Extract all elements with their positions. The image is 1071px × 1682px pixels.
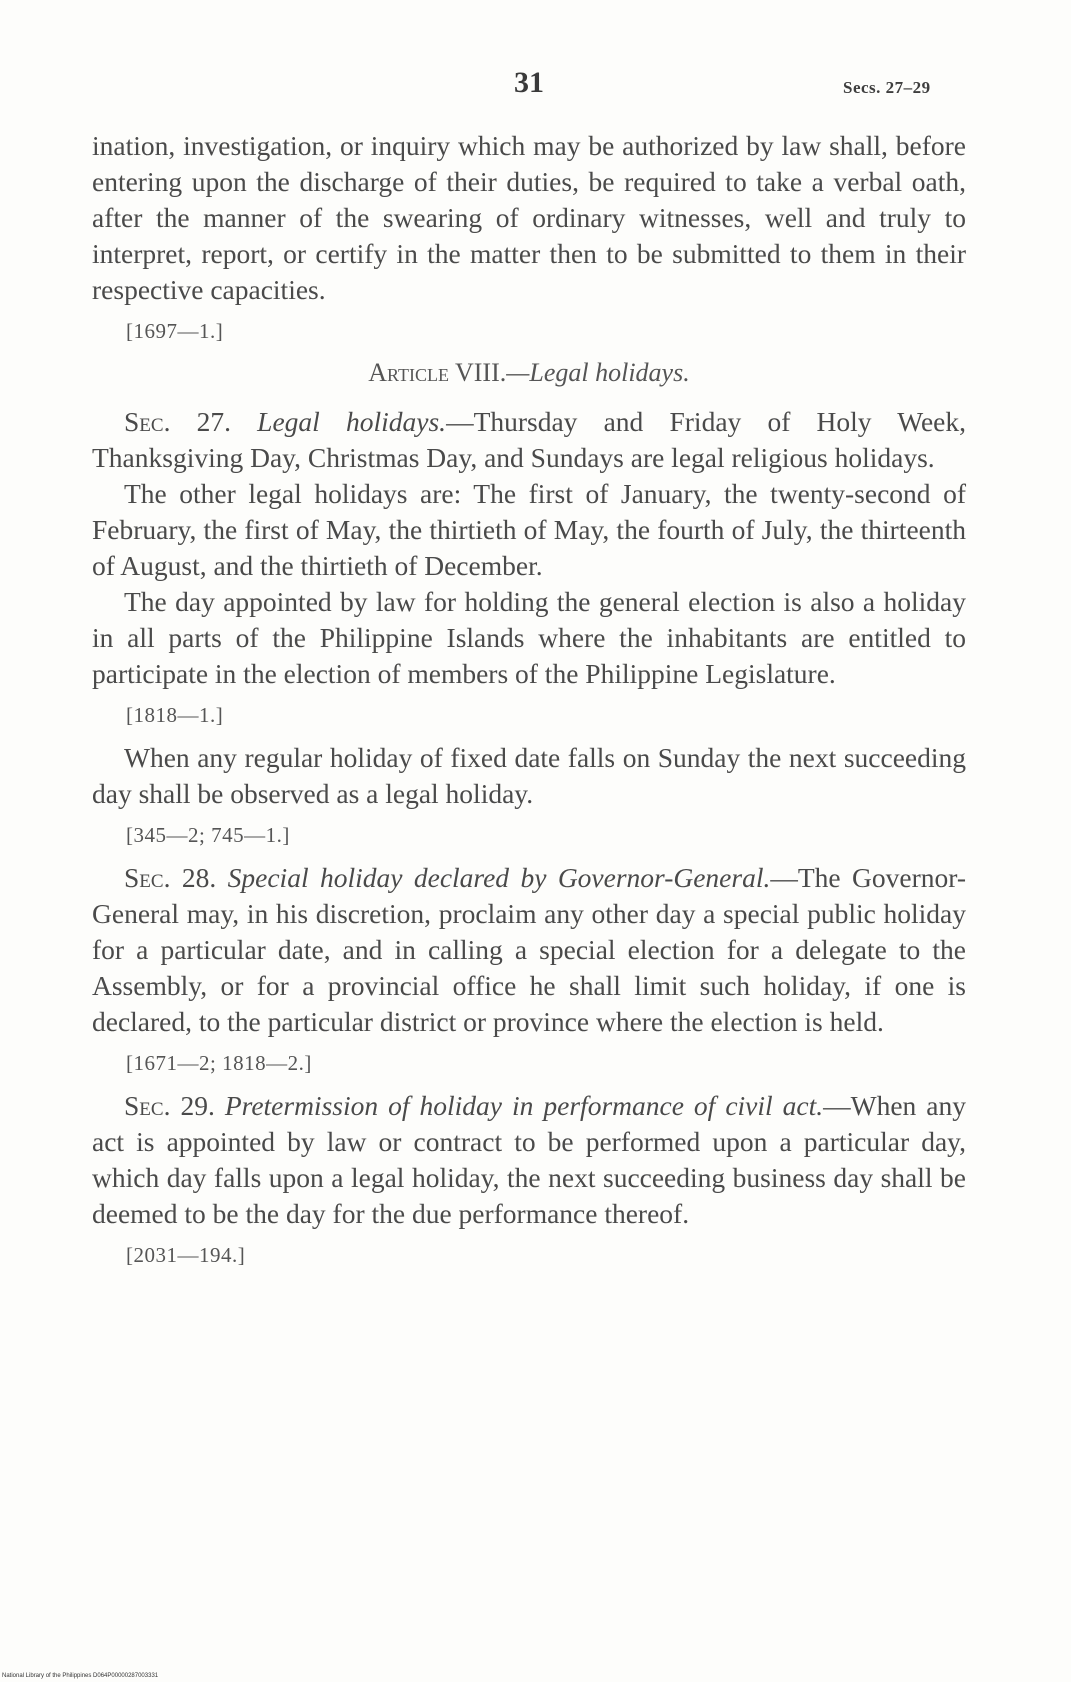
section-range: Secs. 27–29 [843, 78, 931, 97]
article-title: —Legal holidays. [506, 358, 690, 387]
sec29-text: —When any act is appointed by law or contract to be performed upon a particular day, which day falls upon a legal holiday, the next succeeding business day shall be deemed to be the day for the due performance thereof. [92, 1090, 967, 1229]
citation: [2031—194.] [126, 1243, 246, 1267]
page-number: 31 [514, 66, 544, 99]
sec29-title: Pretermission of holiday in performance of civil act. [224, 1090, 824, 1121]
citation: [1697—1.] [126, 319, 224, 343]
sec29-paragraph [92, 1088, 966, 1232]
sec28-label: Sec. 28. [124, 862, 217, 893]
body-text [92, 128, 966, 1280]
sec27-title: Legal holidays. [257, 406, 447, 437]
citation: [1671—2; 1818—2.] [126, 1051, 312, 1075]
sec29-label: Sec. 29. [124, 1090, 215, 1121]
sec27-paragraph-4: When any regular holiday of fixed date falls on Sunday the next succeeding day shall be observed as a legal holiday. [92, 742, 966, 809]
sec28-title: Special holiday declared by Governor-General. [227, 862, 771, 893]
article-label: Article VIII. [368, 358, 507, 387]
sec27-label: Sec. 27. [124, 406, 231, 437]
sec28-text: —The Governor-General may, in his discretion, proclaim any other day a special public holiday for a particular date, and in calling a special election for a delegate to the Assembly, or for a provincial office he shall limit such holiday, if one is declared, to the particular district or province where the election is held. [92, 862, 966, 1037]
sec27-text: —Thursday and Friday of Holy Week, Thanksgiving Day, Christmas Day, and Sundays are legal religious holidays. [92, 406, 966, 473]
sec27-paragraph-2: The other legal holidays are: The first of January, the twenty-second of February, the first of May, the thirtieth of May, the fourth of July, the thirteenth of August, and the thirtieth of December. [92, 478, 966, 581]
intro-paragraph: ination, investigation, or inquiry which may be authorized by law shall, before entering upon the discharge of their duties, be required to take a verbal oath, after the manner of the swearing of ordinary witnesses, well and truly to interpret, report, or certify in the matter then to be submitted to them in their respective capacities. [92, 130, 966, 305]
page-header [0, 66, 1071, 106]
footer-scan-id: National Library of the Philippines D064P00000287003331 [2, 1673, 159, 1679]
article-heading [92, 358, 966, 388]
sec27-paragraph-3: The day appointed by law for holding the general election is also a holiday in all parts of the Philippine Islands where the inhabitants are entitled to participate in the election of members of the Philippine Legislature. [92, 586, 966, 689]
citation: [1818—1.] [126, 703, 224, 727]
sec27-paragraph [92, 404, 966, 476]
sec28-paragraph [92, 860, 966, 1040]
citation: [345—2; 745—1.] [126, 823, 290, 847]
